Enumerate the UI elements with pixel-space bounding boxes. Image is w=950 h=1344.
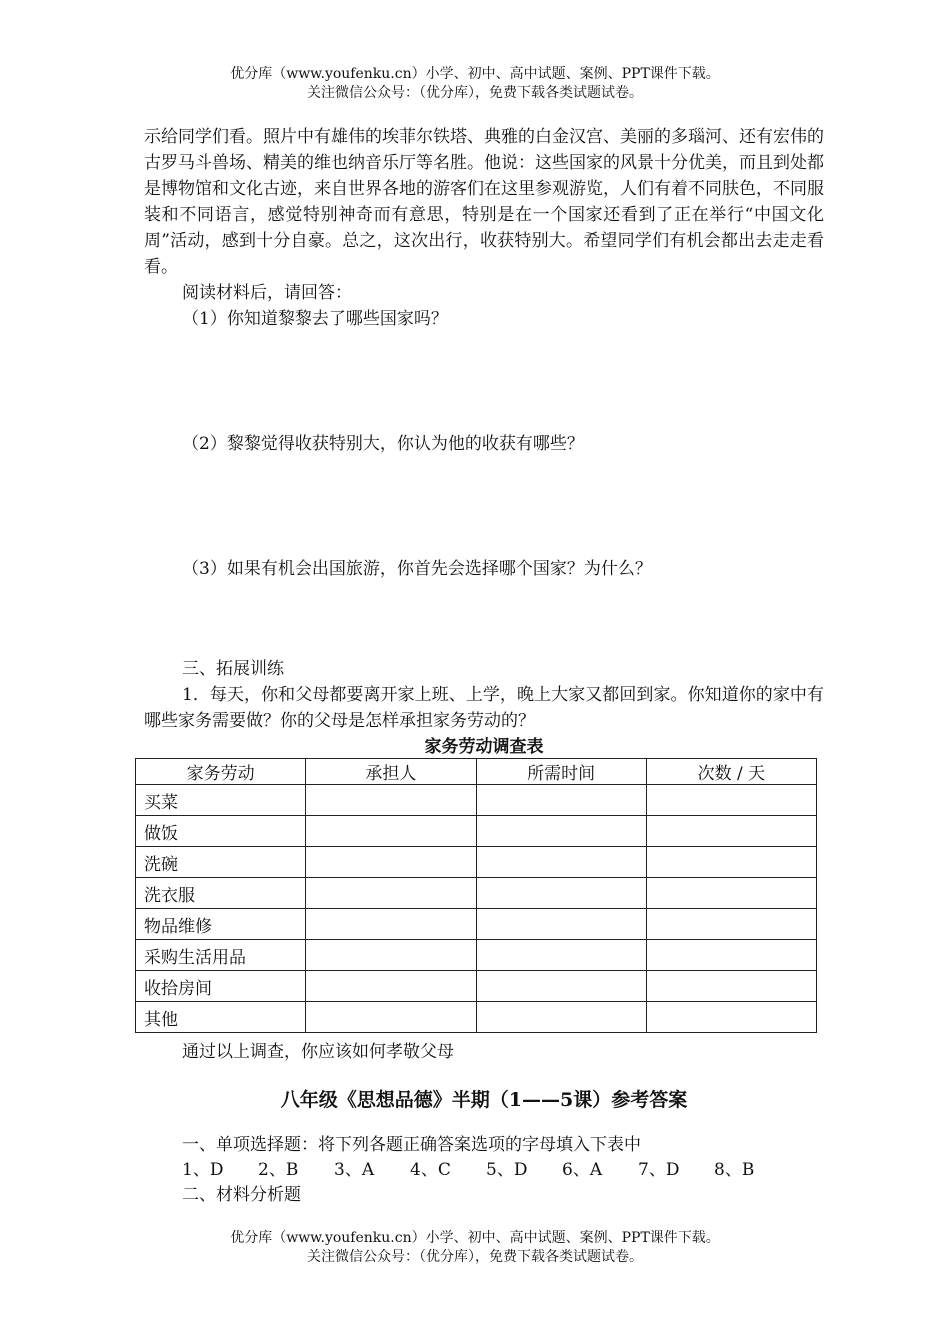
answer-section-1: 一、单项选择题：将下列各题正确答案选项的字母填入下表中 — [182, 1135, 641, 1155]
passage-text: 示给同学们看。照片中有雄伟的埃菲尔铁塔、典雅的白金汉宫、美丽的多瑙河、还有宏伟的古罗马斗兽场、精美的维也纳音乐厅等名胜。他说：这些国家的风景十分优美，而且到处都是博物馆和文化古迹，来自世界各地的游客们在这里参观游览，人们有着不同肤色，不同服装和不同语言，感觉特别神奇而有意思，特别是在一个国家还看到了正在举行“中国文化周”活动，感到十分自豪。总之，这次出行，收获特别大。希望同学们有机会都出去走走看看。 — [144, 127, 824, 277]
section-3-title: 三、拓展训练 — [182, 659, 284, 679]
table-cell[interactable] — [476, 971, 646, 1002]
answer-item: 6、A — [562, 1160, 603, 1180]
table-cell[interactable] — [476, 1002, 646, 1033]
survey-followup: 通过以上调查，你应该如何孝敬父母 — [182, 1042, 454, 1062]
table-cell[interactable] — [476, 816, 646, 847]
header-line-2: 关注微信公众号：（优分库），免费下载各类试题试卷。 — [307, 85, 643, 101]
footer-line-1: 优分库（www.youfenku.cn）小学、初中、高中试题、案例、PPT课件下载。 — [230, 1230, 720, 1246]
page-header — [0, 65, 950, 103]
table-cell[interactable] — [476, 785, 646, 816]
answer-space-1 — [144, 332, 824, 431]
reading-prompt: 阅读材料后，请回答： — [182, 283, 352, 303]
question-2: （2）黎黎觉得收获特别大，你认为他的收获有哪些？ — [182, 434, 584, 454]
table-cell[interactable] — [306, 847, 476, 878]
table-cell[interactable] — [306, 971, 476, 1002]
col-header: 家务劳动 — [136, 759, 306, 785]
answer-key — [144, 1133, 824, 1208]
answer-item: 5、D — [486, 1160, 528, 1180]
answer-key-title: 八年级《思想品德》半期（1——5课）参考答案 — [280, 1089, 688, 1111]
row-label: 洗衣服 — [136, 878, 306, 909]
footer-line-2: 关注微信公众号：（优分库），免费下载各类试题试卷。 — [307, 1249, 643, 1265]
table-cell[interactable] — [646, 878, 816, 909]
col-header: 所需时间 — [476, 759, 646, 785]
table-cell[interactable] — [476, 847, 646, 878]
table-cell[interactable] — [306, 878, 476, 909]
row-label: 买菜 — [136, 785, 306, 816]
table-row — [136, 909, 817, 940]
table-header-row — [136, 759, 817, 785]
question-1: （1）你知道黎黎去了哪些国家吗？ — [182, 309, 448, 329]
table-row — [136, 1002, 817, 1033]
table-cell[interactable] — [476, 909, 646, 940]
table-cell[interactable] — [306, 940, 476, 971]
table-row — [136, 940, 817, 971]
answer-item: 1、D — [182, 1160, 224, 1180]
page-footer — [0, 1229, 950, 1267]
table-cell[interactable] — [646, 816, 816, 847]
answer-space-3 — [144, 582, 824, 656]
table-cell[interactable] — [646, 1002, 816, 1033]
row-label: 洗碗 — [136, 847, 306, 878]
table-row — [136, 847, 817, 878]
answer-item: 4、C — [410, 1160, 451, 1180]
table-row — [136, 878, 817, 909]
table-cell[interactable] — [306, 785, 476, 816]
table-row — [136, 816, 817, 847]
table-cell[interactable] — [306, 1002, 476, 1033]
table-cell[interactable] — [646, 971, 816, 1002]
answer-section-2: 二、材料分析题 — [182, 1185, 301, 1205]
row-label: 采购生活用品 — [136, 940, 306, 971]
table-cell[interactable] — [476, 940, 646, 971]
table-cell[interactable] — [646, 785, 816, 816]
answer-item: 3、A — [334, 1160, 375, 1180]
table-cell[interactable] — [646, 847, 816, 878]
answer-list — [144, 1158, 824, 1183]
answer-item: 8、B — [714, 1160, 755, 1180]
page-content — [144, 124, 824, 1208]
answer-item: 7、D — [638, 1160, 680, 1180]
question-3: （3）如果有机会出国旅游，你首先会选择哪个国家？为什么？ — [182, 559, 652, 579]
table-cell[interactable] — [646, 909, 816, 940]
table-row — [136, 785, 817, 816]
col-header: 次数 / 天 — [646, 759, 816, 785]
table-row — [136, 971, 817, 1002]
row-label: 物品维修 — [136, 909, 306, 940]
housework-table — [135, 758, 817, 1033]
table-cell[interactable] — [646, 940, 816, 971]
table-title: 家务劳动调查表 — [424, 737, 544, 757]
table-cell[interactable] — [306, 816, 476, 847]
answer-space-2 — [144, 457, 824, 556]
table-cell[interactable] — [476, 878, 646, 909]
col-header: 承担人 — [306, 759, 476, 785]
row-label: 其他 — [136, 1002, 306, 1033]
row-label: 收拾房间 — [136, 971, 306, 1002]
row-label: 做饭 — [136, 816, 306, 847]
section-3-question-1: 1．每天，你和父母都要离开家上班、上学，晚上大家又都回到家。你知道你的家中有哪些家务需要做？你的父母是怎样承担家务劳动的？ — [144, 685, 824, 731]
header-line-1: 优分库（www.youfenku.cn）小学、初中、高中试题、案例、PPT课件下载。 — [230, 66, 720, 82]
table-cell[interactable] — [306, 909, 476, 940]
answer-item: 2、B — [258, 1160, 299, 1180]
